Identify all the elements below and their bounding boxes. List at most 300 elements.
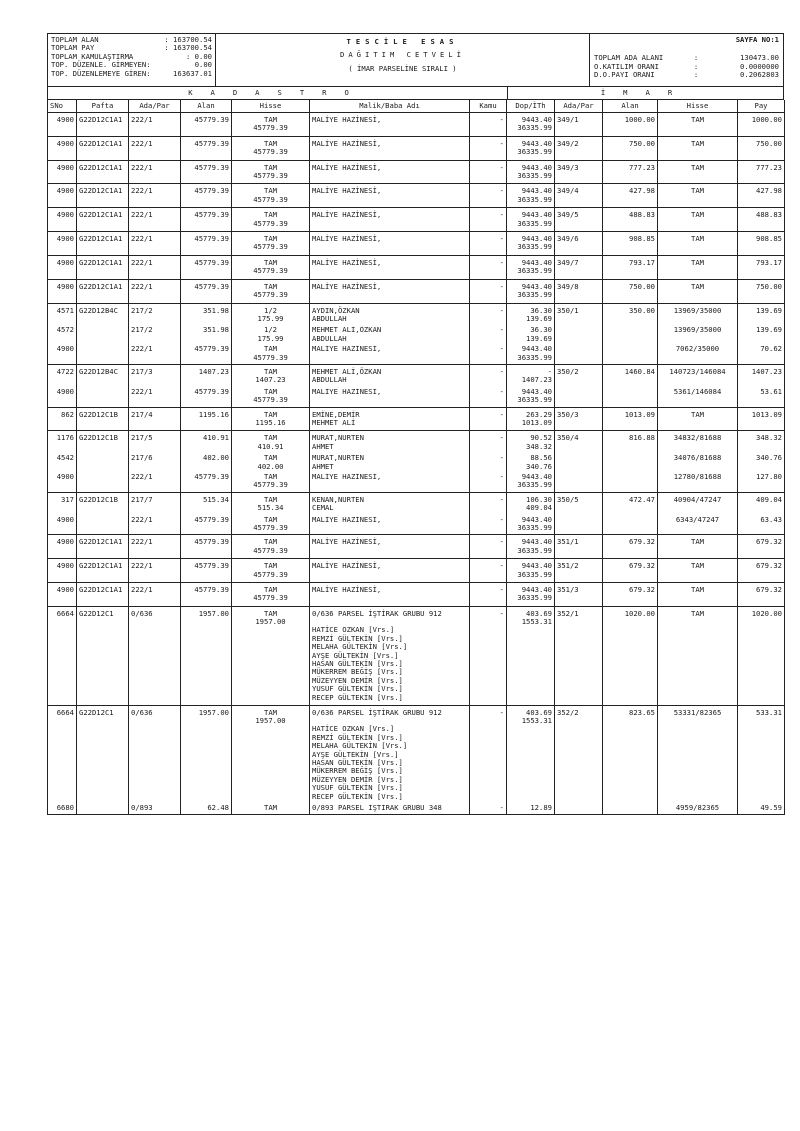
cell-pafta-line: G22D12C1B <box>79 494 118 504</box>
cell-malik-line: AHMET <box>312 461 334 471</box>
table-row <box>48 583 785 607</box>
col-adapar: Ada/Par <box>129 100 181 113</box>
col-imar-alan: Alan <box>603 100 658 113</box>
cell-alan-line: 45779.39 <box>194 537 229 547</box>
cell-dop-line: 348.32 <box>526 441 552 451</box>
cell-imar-alan <box>603 606 658 705</box>
cell-alan-line: 1407.23 <box>198 366 229 376</box>
cell-alan <box>181 407 232 431</box>
cell-hisse-line: 1195.16 <box>255 417 286 427</box>
cell-pay <box>738 136 785 160</box>
cell-adapar <box>129 559 181 583</box>
cell-malik-line: MALİYE HAZİNESİ, <box>312 186 382 196</box>
cell-hisse <box>232 303 310 326</box>
cell-malik-line: ABDULLAH <box>312 313 347 323</box>
cell-hisse-line: 1/2 <box>264 326 277 335</box>
cell-pafta <box>77 303 129 326</box>
cell-pafta-line: G22D12C1A1 <box>79 257 123 267</box>
cell-kamu <box>470 364 507 387</box>
cell-adapar-line: 222/1 <box>131 115 153 124</box>
cell-sno-line: 4900 <box>56 387 74 396</box>
cell-malik-line: MEHMET ALİ,ÖZKAN <box>312 366 382 376</box>
cell-hisse-line: TAM <box>264 409 277 419</box>
col-kamu: Kamu <box>470 100 507 113</box>
cell-kamu <box>470 705 507 804</box>
cell-sno-line: 4900 <box>56 257 74 267</box>
cell-kamu-line: - <box>499 281 504 291</box>
cell-hisse-line: TAM <box>264 186 277 196</box>
cell-pay <box>738 388 785 407</box>
cell-alan-line: 45779.39 <box>194 515 229 524</box>
cell-pafta-line: G22D12C1 <box>79 608 114 618</box>
cell-kamu <box>470 345 507 364</box>
cell-malik-line: MALİYE HAZİNESİ, <box>312 257 382 267</box>
cell-dop-line: 403.69 <box>526 608 552 618</box>
cell-alan-line: 1957.00 <box>198 707 229 717</box>
cell-hisse-line: 1407.23 <box>255 375 286 385</box>
cell-imar-hisse <box>658 535 738 559</box>
cell-malik <box>310 516 470 535</box>
cell-malik <box>310 535 470 559</box>
cell-dop-line: 36335.99 <box>517 290 552 300</box>
cell-imar-alan <box>603 407 658 431</box>
cell-imar-adapar-line: 350/2 <box>557 366 579 376</box>
cell-sno <box>48 160 77 184</box>
cell-malik-line: MÜZEYYEN DEMİR [Vrs.] <box>312 675 403 685</box>
cell-dop-line: 36335.99 <box>517 123 552 133</box>
cell-sno <box>48 705 77 804</box>
cell-hisse-line: 1/2 <box>264 305 277 315</box>
cell-adapar <box>129 303 181 326</box>
cell-malik-line: HASAN GÜLTEKİN [Vrs.] <box>312 757 403 767</box>
col-alan: Alan <box>181 100 232 113</box>
section-imar: İMAR <box>600 88 691 97</box>
cell-kamu <box>470 232 507 256</box>
cell-hisse-line: 515.34 <box>257 503 284 513</box>
cell-hisse <box>232 345 310 364</box>
col-pafta: Pafta <box>77 100 129 113</box>
cell-pay <box>738 160 785 184</box>
cell-alan <box>181 606 232 705</box>
cell-dop <box>507 473 555 492</box>
cell-dop <box>507 535 555 559</box>
cell-alan <box>181 113 232 137</box>
cell-imar-alan-line: 427.98 <box>629 186 655 196</box>
cell-imar-adapar <box>555 303 603 326</box>
cell-pay-line: 1020.00 <box>751 608 782 618</box>
cell-hisse-line: TAM <box>264 345 277 354</box>
cell-pay-line: 348.32 <box>756 433 782 443</box>
cell-adapar <box>129 454 181 473</box>
cell-dop-line: 9443.40 <box>521 473 552 481</box>
cell-imar-alan <box>603 326 658 345</box>
table-row <box>48 559 785 583</box>
cell-adapar <box>129 473 181 492</box>
cell-malik-line: AYŞE GÜLTEKİN [Vrs.] <box>312 650 399 660</box>
col-pay: Pay <box>738 100 785 113</box>
cell-alan <box>181 535 232 559</box>
cell-dop-line: 9443.40 <box>521 537 552 547</box>
cell-pafta <box>77 388 129 407</box>
cell-hisse-line: TAM <box>264 454 277 463</box>
cell-pafta-line: G22D12C1A1 <box>79 115 123 124</box>
cell-imar-alan <box>603 492 658 515</box>
cell-imar-adapar-line: 349/4 <box>557 186 579 196</box>
cell-alan-line: 1195.16 <box>198 409 229 419</box>
cell-sno <box>48 407 77 431</box>
cell-malik-line: MELAHA GÜLTEKİN [Vrs.] <box>312 642 408 652</box>
cell-dop <box>507 345 555 364</box>
cell-imar-alan <box>603 255 658 279</box>
total-row: TOP. DÜZENLE. GİRMEYEN: 0.00 <box>51 60 212 70</box>
cell-malik-line: MEHMET ALİ,ÖZKAN <box>312 326 382 335</box>
cell-imar-adapar <box>555 208 603 232</box>
cell-alan <box>181 303 232 326</box>
cell-malik <box>310 255 470 279</box>
cell-sno <box>48 208 77 232</box>
table-row <box>48 516 785 535</box>
cell-adapar-line: 222/1 <box>131 473 153 481</box>
cell-imar-hisse <box>658 232 738 256</box>
cell-alan-line: 45779.39 <box>194 561 229 571</box>
order-note: ( İMAR PARSELİNE SIRALI ) <box>348 63 457 73</box>
cell-malik-line: HATİCE OZKAN [Vrs.] <box>312 724 395 734</box>
cell-pay-line: 1013.09 <box>751 409 782 419</box>
cell-kamu <box>470 431 507 454</box>
table-row <box>48 407 785 431</box>
cell-imar-alan <box>603 184 658 208</box>
cell-alan-line: 402.00 <box>203 454 229 463</box>
cell-dop-line: 36335.99 <box>517 218 552 228</box>
cell-kamu-line: - <box>499 585 504 595</box>
cell-imar-hisse <box>658 454 738 473</box>
table-row <box>48 454 785 473</box>
cell-alan <box>181 326 232 345</box>
cell-malik-line: MALİYE HAZİNESİ, <box>312 585 382 595</box>
cell-pafta-line: G22D12C1A1 <box>79 281 123 291</box>
table-body <box>48 113 785 815</box>
ratio-row: O.KATILIM ORANI : 0.0000000 <box>594 61 779 71</box>
cell-adapar-line: 217/6 <box>131 454 153 463</box>
cell-dop <box>507 136 555 160</box>
cell-alan-line: 410.91 <box>203 433 229 443</box>
cell-sno <box>48 804 77 815</box>
cell-malik <box>310 279 470 303</box>
cell-pay <box>738 804 785 815</box>
cell-hisse <box>232 492 310 515</box>
cell-hisse-line: 402.00 <box>257 461 284 471</box>
cell-pay <box>738 364 785 387</box>
table-row <box>48 303 785 326</box>
cell-sno-line: 4900 <box>56 281 74 291</box>
cell-pay-line: 679.32 <box>756 585 782 595</box>
cell-imar-adapar <box>555 184 603 208</box>
cell-malik-line: MALİYE HAZİNESİ, <box>312 138 382 148</box>
cell-sno <box>48 326 77 345</box>
cell-alan <box>181 184 232 208</box>
cell-imar-hisse-line: TAM <box>691 162 704 172</box>
cell-hisse-line: 45779.39 <box>253 569 288 579</box>
table-row <box>48 279 785 303</box>
cell-imar-alan-line: 1020.00 <box>624 608 655 618</box>
cell-sno <box>48 606 77 705</box>
cell-imar-hisse-line: 12780/81688 <box>673 473 722 481</box>
cell-malik-line: MURAT,NURTEN <box>312 433 364 443</box>
cell-dop <box>507 454 555 473</box>
cell-malik-line: MALİYE HAZİNESİ, <box>312 473 382 481</box>
cell-pay-line: 63.43 <box>760 515 782 524</box>
cell-imar-adapar <box>555 492 603 515</box>
cell-hisse <box>232 454 310 473</box>
cell-malik-line: MALİYE HAZİNESİ, <box>312 210 382 220</box>
cell-hisse-line: TAM <box>264 433 277 443</box>
cell-hisse-line: TAM <box>264 561 277 571</box>
cell-alan-line: 45779.39 <box>194 138 229 148</box>
cell-imar-alan <box>603 232 658 256</box>
cell-pafta <box>77 208 129 232</box>
cell-kamu-line: - <box>499 537 504 547</box>
cell-adapar-line: 0/893 <box>131 804 153 812</box>
cell-imar-hisse-line: 34076/81688 <box>673 454 722 463</box>
cell-hisse-line: 1957.00 <box>255 716 286 726</box>
cell-pafta-line: G22D12C1B <box>79 433 118 443</box>
cell-sno <box>48 473 77 492</box>
cell-sno-line: 4571 <box>56 305 74 315</box>
cell-pay-line: 533.31 <box>756 707 782 717</box>
cell-imar-hisse-line: TAM <box>691 138 704 148</box>
cell-hisse-line: TAM <box>264 162 277 172</box>
cell-malik <box>310 454 470 473</box>
cell-imar-adapar-line: 352/2 <box>557 707 579 717</box>
cell-imar-hisse <box>658 516 738 535</box>
cell-imar-hisse <box>658 705 738 804</box>
table-row <box>48 804 785 815</box>
table-row <box>48 705 785 804</box>
cell-pafta <box>77 160 129 184</box>
cell-hisse-line: 45779.39 <box>253 242 288 252</box>
cell-adapar-line: 217/3 <box>131 366 153 376</box>
cell-imar-alan <box>603 804 658 815</box>
cell-adapar-line: 222/1 <box>131 162 153 172</box>
cell-pay-line: 1000.00 <box>751 115 782 124</box>
cell-pafta <box>77 431 129 454</box>
cell-imar-hisse <box>658 113 738 137</box>
cell-pay <box>738 705 785 804</box>
cell-imar-adapar-line: 351/2 <box>557 561 579 571</box>
cell-malik <box>310 431 470 454</box>
cell-dop-line: 263.29 <box>526 409 552 419</box>
cell-malik-line: MÜKERREM BEĞİŞ [Vrs.] <box>312 766 403 776</box>
cell-hisse <box>232 388 310 407</box>
cell-dop <box>507 388 555 407</box>
cell-imar-adapar <box>555 345 603 364</box>
cell-imar-adapar <box>555 255 603 279</box>
cell-kamu-line: - <box>499 162 504 172</box>
cell-imar-adapar <box>555 705 603 804</box>
cell-hisse-line: TAM <box>264 210 277 220</box>
cell-imar-adapar <box>555 113 603 137</box>
cell-kamu-line: - <box>499 494 504 504</box>
ratio-row: D.O.PAYI ORANI : 0.2062803 <box>594 70 779 80</box>
cell-alan-line: 45779.39 <box>194 115 229 124</box>
cell-sno-line: 4900 <box>56 537 74 547</box>
cell-dop-line: 88.56 <box>530 454 552 463</box>
cell-pafta <box>77 804 129 815</box>
cell-pay-line: 139.69 <box>756 305 782 315</box>
distribution-sheet <box>47 33 784 815</box>
cell-dop <box>507 407 555 431</box>
cell-adapar <box>129 279 181 303</box>
cell-sno <box>48 388 77 407</box>
cell-dop <box>507 303 555 326</box>
cell-hisse <box>232 516 310 535</box>
cell-pay-line: 427.98 <box>756 186 782 196</box>
cell-pay-line: 409.04 <box>756 494 782 504</box>
cell-alan <box>181 364 232 387</box>
cell-sno-line: 4572 <box>56 326 74 335</box>
cell-imar-alan <box>603 705 658 804</box>
cell-hisse <box>232 364 310 387</box>
cell-sno <box>48 492 77 515</box>
cell-pafta <box>77 326 129 345</box>
cell-imar-adapar <box>555 431 603 454</box>
cell-alan-line: 45779.39 <box>194 210 229 220</box>
cell-dop-line: 36335.99 <box>517 545 552 555</box>
cell-malik-line: REMZİ GÜLTEKİN [Vrs.] <box>312 633 403 643</box>
cell-dop-line: 36.30 <box>530 305 552 315</box>
cell-adapar <box>129 431 181 454</box>
cell-hisse-line: TAM <box>264 138 277 148</box>
cell-imar-adapar <box>555 804 603 815</box>
cell-pay <box>738 326 785 345</box>
cell-hisse <box>232 279 310 303</box>
cell-alan <box>181 516 232 535</box>
cell-imar-alan <box>603 279 658 303</box>
cell-malik-line: HATİCE OZKAN [Vrs.] <box>312 625 395 635</box>
cell-imar-alan-line: 816.88 <box>629 433 655 443</box>
cell-imar-hisse-line: TAM <box>691 186 704 196</box>
cell-dop-line: 409.04 <box>526 503 552 513</box>
cell-kamu-line: - <box>499 257 504 267</box>
cell-malik-line: MALİYE HAZİNESİ, <box>312 162 382 172</box>
cell-hisse-line: 45779.39 <box>253 218 288 228</box>
cell-imar-hisse-line: 6343/47247 <box>675 515 720 524</box>
cell-kamu <box>470 326 507 345</box>
table-row <box>48 606 785 705</box>
cell-pafta-line: G22D12C1A1 <box>79 585 123 595</box>
table-row <box>48 326 785 345</box>
cell-dop-line: 139.69 <box>526 333 552 343</box>
cell-alan <box>181 255 232 279</box>
cell-sno-line: 4900 <box>56 345 74 354</box>
cell-hisse-line: 45779.39 <box>253 171 288 181</box>
cell-adapar-line: 222/1 <box>131 281 153 291</box>
cell-alan <box>181 388 232 407</box>
cell-imar-hisse-line: TAM <box>691 409 704 419</box>
cell-sno-line: 4900 <box>56 585 74 595</box>
col-sno: SNo <box>48 100 77 113</box>
cell-adapar <box>129 606 181 705</box>
cell-adapar-line: 222/1 <box>131 537 153 547</box>
cell-malik <box>310 232 470 256</box>
cell-adapar-line: 222/1 <box>131 234 153 244</box>
cell-kamu-line: - <box>499 326 504 335</box>
cell-malik-line: MALİYE HAZİNESİ, <box>312 387 382 396</box>
cell-dop <box>507 804 555 815</box>
cell-pay-line: 1407.23 <box>751 366 782 376</box>
total-row: TOPLAM PAY : 163700.54 <box>51 43 212 53</box>
table-row <box>48 364 785 387</box>
cell-kamu <box>470 160 507 184</box>
cell-adapar-line: 217/4 <box>131 409 153 419</box>
table-row <box>48 184 785 208</box>
cell-hisse <box>232 160 310 184</box>
cell-imar-alan-line: 488.83 <box>629 210 655 220</box>
cell-adapar-line: 222/1 <box>131 561 153 571</box>
cell-pafta-line: G22D12C1A1 <box>79 210 123 220</box>
cell-kamu-line: - <box>499 387 504 396</box>
cell-malik-line: REMZİ GÜLTEKİN [Vrs.] <box>312 732 403 742</box>
cell-pafta-line <box>79 516 126 524</box>
cell-alan-line: 45779.39 <box>194 473 229 481</box>
col-imar-hisse: Hisse <box>658 100 738 113</box>
cell-adapar <box>129 364 181 387</box>
cell-kamu <box>470 516 507 535</box>
cell-malik-line: RECEP GÜLTEKİN [Vrs.] <box>312 692 403 702</box>
cell-sno <box>48 255 77 279</box>
cell-alan <box>181 559 232 583</box>
cell-adapar <box>129 345 181 364</box>
cell-adapar-line: 222/1 <box>131 515 153 524</box>
cell-imar-alan <box>603 136 658 160</box>
cell-kamu-line: - <box>499 138 504 148</box>
cell-imar-adapar-line: 350/5 <box>557 494 579 504</box>
cell-imar-hisse <box>658 208 738 232</box>
cell-adapar <box>129 583 181 607</box>
table-row <box>48 255 785 279</box>
cell-hisse-line: TAM <box>264 537 277 547</box>
cell-pafta-line: G22D12C1 <box>79 707 114 717</box>
cell-adapar <box>129 184 181 208</box>
cell-dop-line: 90.52 <box>530 433 552 443</box>
cell-imar-adapar <box>555 326 603 345</box>
cell-hisse-line: TAM <box>264 473 277 481</box>
cell-dop-line: 12.89 <box>530 804 552 812</box>
cell-sno <box>48 303 77 326</box>
cell-hisse-line: TAM <box>264 366 277 376</box>
cell-kamu <box>470 473 507 492</box>
cell-pay-line: 750.00 <box>756 281 782 291</box>
cell-imar-hisse-line: TAM <box>691 115 704 124</box>
cell-malik-line: MÜKERREM BEĞİŞ [Vrs.] <box>312 667 403 677</box>
cell-sno-line: 4900 <box>56 162 74 172</box>
cell-malik-line: AYŞE GÜLTEKİN [Vrs.] <box>312 749 399 759</box>
cell-adapar <box>129 160 181 184</box>
cell-pafta-line: G22D12B4C <box>79 366 118 376</box>
cell-imar-hisse-line: 13969/35000 <box>673 305 722 315</box>
cell-kamu <box>470 804 507 815</box>
cell-pay <box>738 492 785 515</box>
cell-dop-line: 36335.99 <box>517 194 552 204</box>
cell-sno <box>48 136 77 160</box>
cell-imar-hisse-line: TAM <box>691 281 704 291</box>
cell-pafta <box>77 492 129 515</box>
cell-adapar <box>129 407 181 431</box>
cell-adapar-line: 222/1 <box>131 138 153 148</box>
cell-pafta-line <box>79 345 126 353</box>
cell-adapar <box>129 136 181 160</box>
cell-pafta <box>77 454 129 473</box>
